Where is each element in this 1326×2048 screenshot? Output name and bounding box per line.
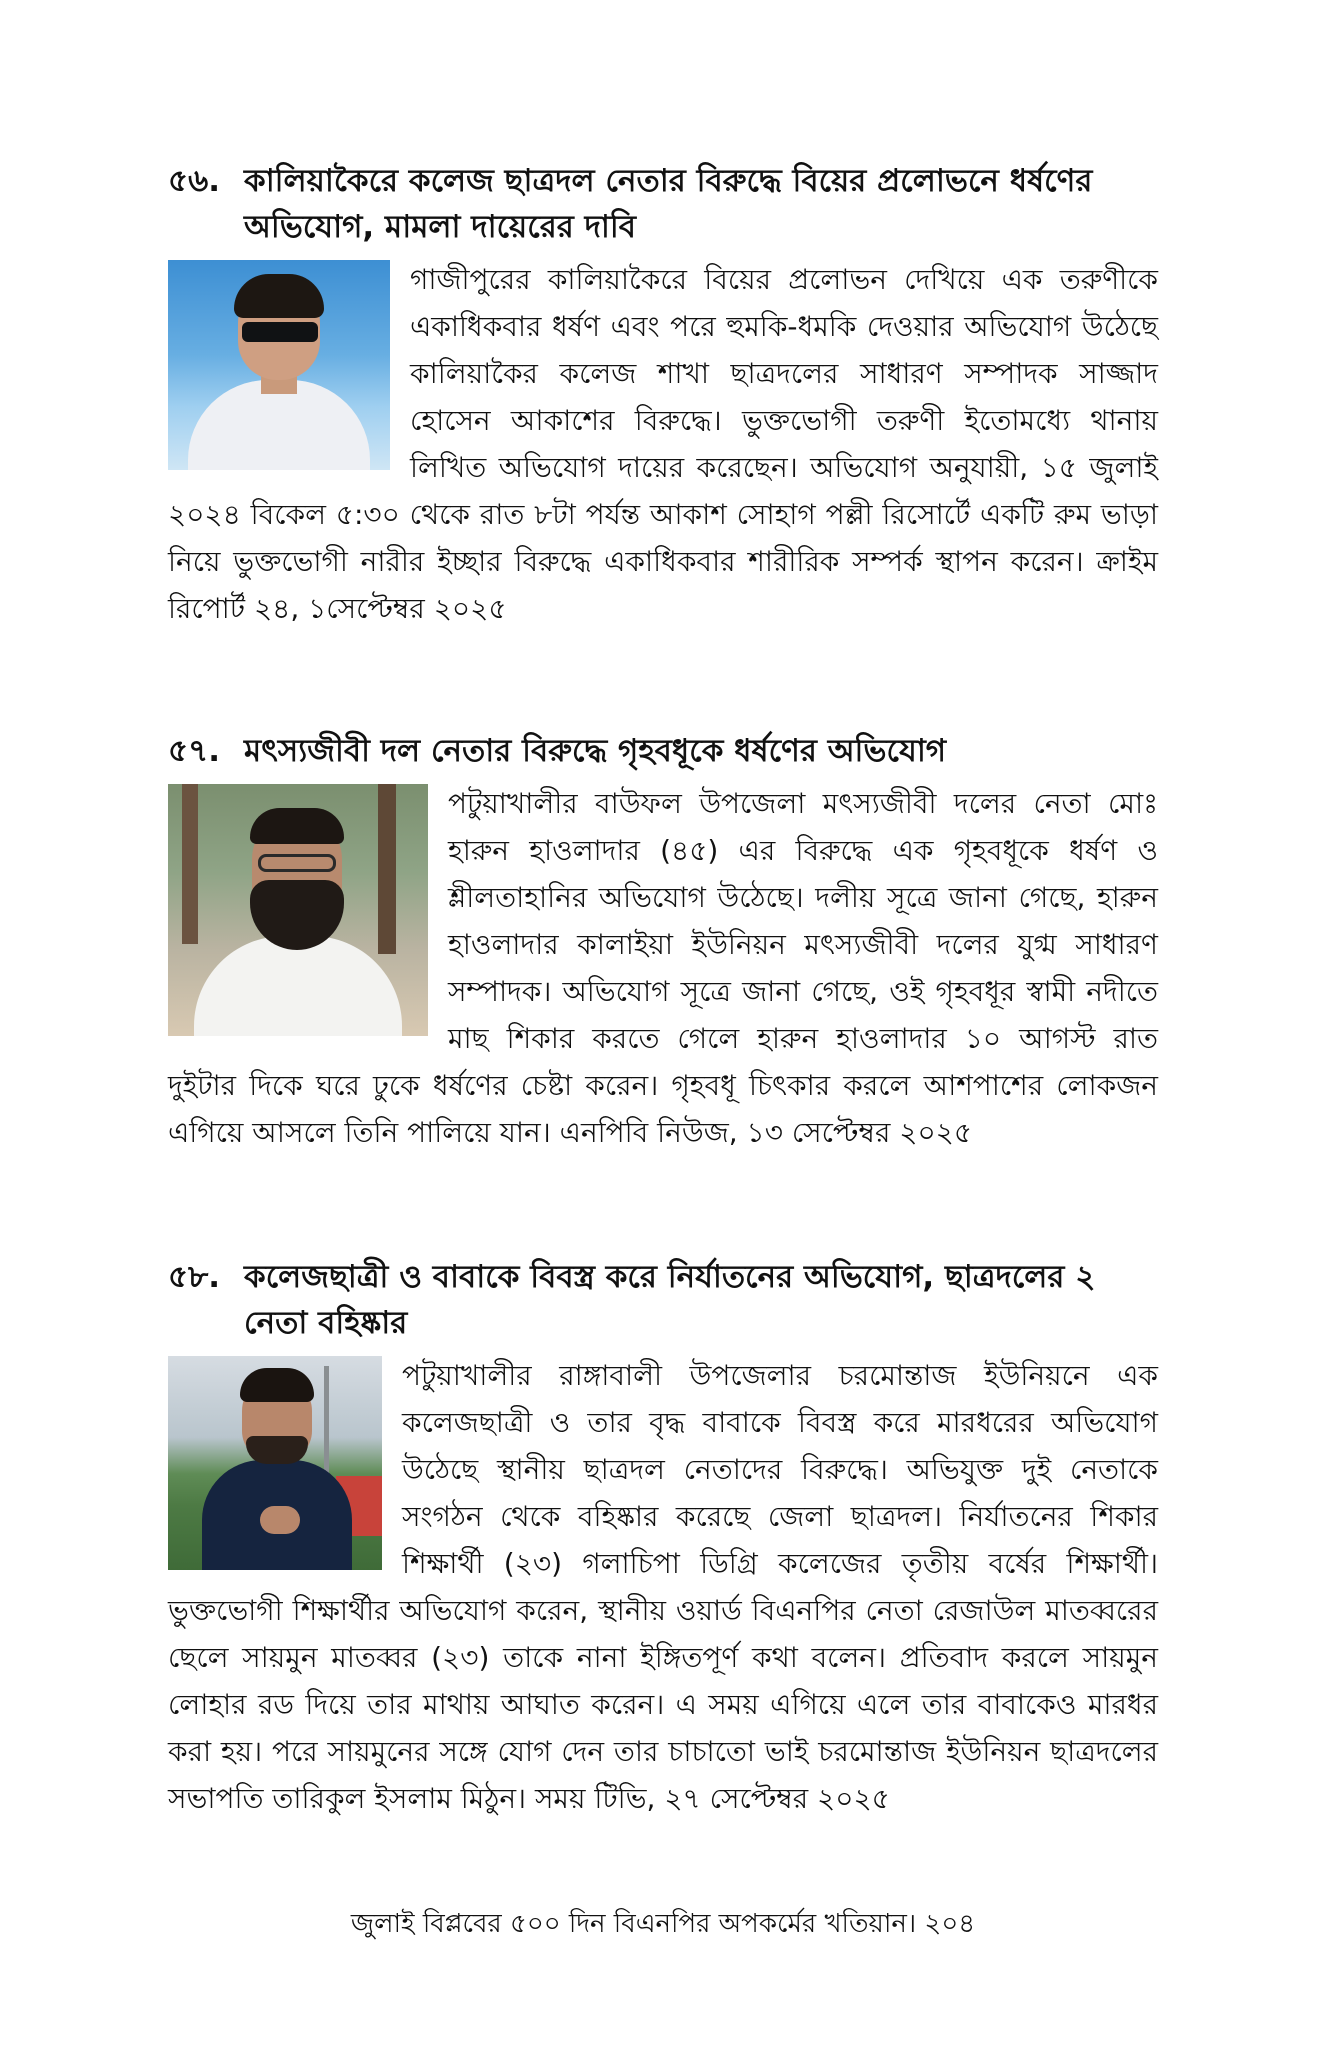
article-number: ৫৮.: [168, 1259, 221, 1295]
article-number: ৫৬.: [168, 163, 221, 199]
article-heading: [168, 728, 1158, 774]
article-title: কালিয়াকৈরে কলেজ ছাত্রদল নেতার বিরুদ্ধে বিয়ের প্রলোভনে ধর্ষণের অভিযোগ, মামলা দায়েরের দাবি: [244, 163, 1093, 245]
person-photo: [168, 784, 428, 1036]
article-title: কলেজছাত্রী ও বাবাকে বিবস্ত্র করে নির্যাতনের অভিযোগ, ছাত্রদলের ২ নেতা বহিষ্কার: [244, 1259, 1096, 1341]
article-58: [168, 1254, 1158, 1822]
article-text: পটুয়াখালীর বাউফল উপজেলা মৎস্যজীবী দলের নেতা মোঃ হারুন হাওলাদার (৪৫) এর বিরুদ্ধে এক গৃহবধূকে ধর্ষণ ও শ্লীলতাহানির অভিযোগ উঠেছে। দলীয় সূত্রে জানা গেছে, হারুন হাওলাদার কালাইয়া ইউনিয়ন মৎস্যজীবী দলের যুগ্ম সাধারণ সম্পাদক। অভিযোগ সূত্রে জানা গেছে, ওই গৃহবধূর স্বামী নদীতে মাছ শিকার করতে গেলে হারুন হাওলাদার ১০ আগস্ট রাত দুইটার দিকে ঘরে ঢুকে ধর্ষণের চেষ্টা করেন। গৃহবধূ চিৎকার করলে আশপাশের লোকজন এগিয়ে আসলে তিনি পালিয়ে যান। এনপিবি নিউজ, ১৩ সেপ্টেম্বর ২০২৫: [168, 787, 1158, 1149]
page-footer: জুলাই বিপ্লবের ৫০০ দিন বিএনপির অপকর্মের খতিয়ান। ২০৪: [350, 1909, 976, 1939]
person-photo: [168, 260, 390, 470]
article-body: [168, 256, 1158, 632]
article-number: ৫৭.: [168, 733, 221, 769]
article-heading: [168, 1254, 1158, 1346]
article-57: [168, 728, 1158, 1156]
article-title: মৎস্যজীবী দল নেতার বিরুদ্ধে গৃহবধূকে ধর্ষণের অভিযোগ: [244, 733, 947, 769]
article-56: [168, 158, 1158, 632]
article-heading: [168, 158, 1158, 250]
article-text: গাজীপুরের কালিয়াকৈরে বিয়ের প্রলোভন দেখিয়ে এক তরুণীকে একাধিকবার ধর্ষণ এবং পরে হুমকি-ধমকি দেওয়ার অভিযোগ উঠেছে কালিয়াকৈর কলেজ শাখা ছাত্রদলের সাধারণ সম্পাদক সাজ্জাদ হোসেন আকাশের বিরুদ্ধে। ভুক্তভোগী তরুণী ইতোমধ্যে থানায় লিখিত অভিযোগ দায়ের করেছেন। অভিযোগ অনুযায়ী, ১৫ জুলাই ২০২৪ বিকেল ৫:৩০ থেকে রাত ৮টা পর্যন্ত আকাশ সোহাগ পল্লী রিসোর্টে একটি রুম ভাড়া নিয়ে ভুক্তভোগী নারীর ইচ্ছার বিরুদ্ধে একাধিকবার শারীরিক সম্পর্ক স্থাপন করেন। ক্রাইম রিপোর্ট ২৪, ১সেপ্টেম্বর ২০২৫: [168, 263, 1158, 625]
article-text: পটুয়াখালীর রাঙ্গাবালী উপজেলার চরমোন্তাজ ইউনিয়নে এক কলেজছাত্রী ও তার বৃদ্ধ বাবাকে বিবস্ত্র করে মারধরের অভিযোগ উঠেছে স্থানীয় ছাত্রদল নেতাদের বিরুদ্ধে। অভিযুক্ত দুই নেতাকে সংগঠন থেকে বহিষ্কার করেছে জেলা ছাত্রদল। নির্যাতনের শিকার শিক্ষার্থী (২৩) গলাচিপা ডিগ্রি কলেজের তৃতীয় বর্ষের শিক্ষার্থী। ভুক্তভোগী শিক্ষার্থীর অভিযোগ করেন, স্থানীয় ওয়ার্ড বিএনপির নেতা রেজাউল মাতব্বরের ছেলে সায়মুন মাতব্বর (২৩) তাকে নানা ইঙ্গিতপূর্ণ কথা বলেন। প্রতিবাদ করলে সায়মুন লোহার রড দিয়ে তার মাথায় আঘাত করেন। এ সময় এগিয়ে এলে তার বাবাকেও মারধর করা হয়। পরে সায়মুনের সঙ্গে যোগ দেন তার চাচাতো ভাই চরমোন্তাজ ইউনিয়ন ছাত্রদলের সভাপতি তারিকুল ইসলাম মিঠুন। সময় টিভি, ২৭ সেপ্টেম্বর ২০২৫: [168, 1359, 1158, 1815]
article-body: [168, 1352, 1158, 1822]
article-body: [168, 780, 1158, 1156]
person-photo: [168, 1356, 382, 1570]
